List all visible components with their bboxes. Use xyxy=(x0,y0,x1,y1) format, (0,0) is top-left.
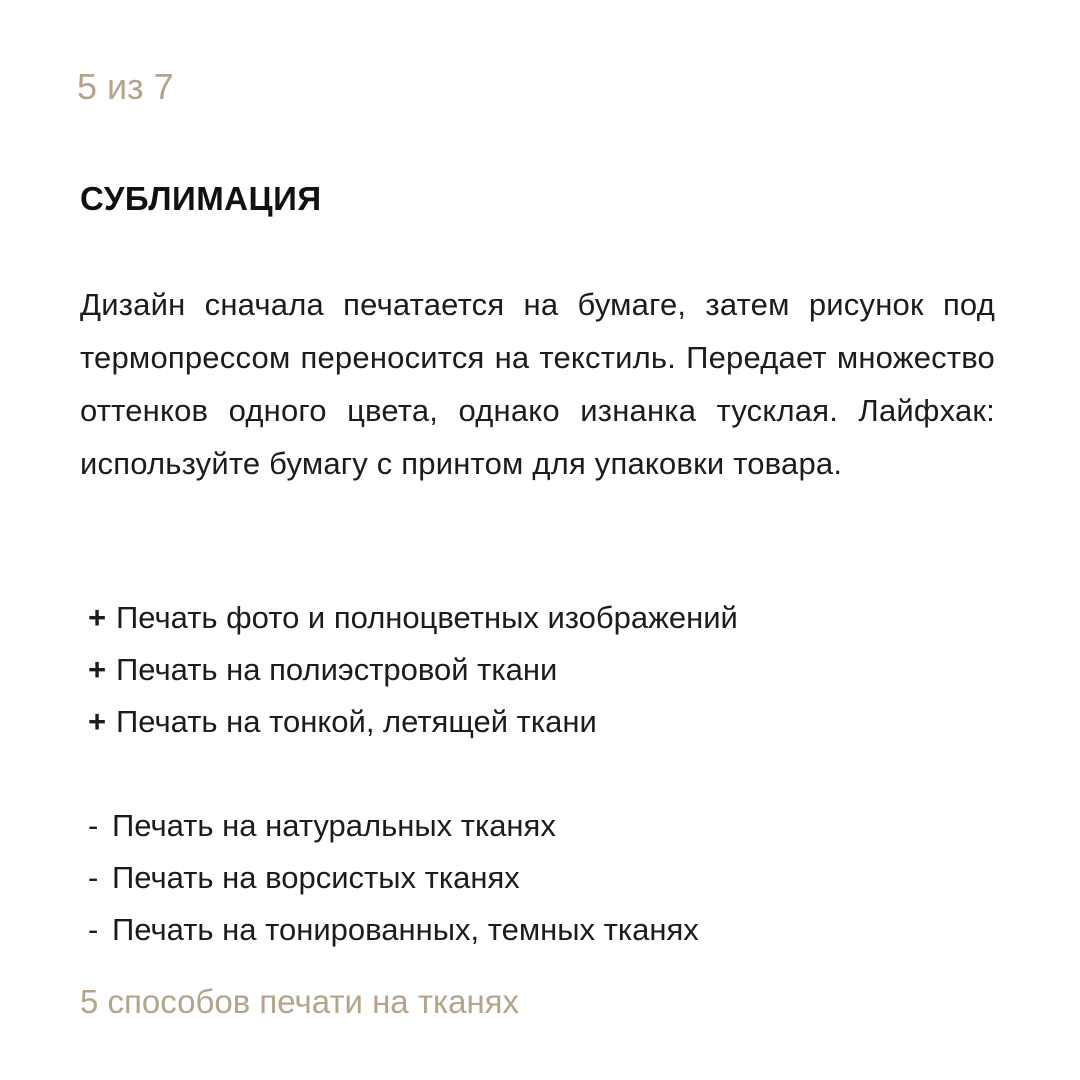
pros-item xyxy=(88,644,738,696)
pros-item-text: Печать на полиэстровой ткани xyxy=(116,652,558,687)
cons-item-text: Печать на тонированных, темных тканях xyxy=(112,912,699,947)
pros-item-text: Печать на тонкой, летящей ткани xyxy=(116,704,597,739)
minus-marker: - xyxy=(88,860,99,895)
cons-item xyxy=(88,904,699,956)
slide-description: Дизайн сначала печатается на бумаге, затем рисунок под термопрессом переносится на текстиль. Передает множество оттенков одного цвета, однако изнанка тусклая. Лайфхак: используйте бумагу с принтом для упаковки товара. xyxy=(80,287,995,481)
minus-marker: - xyxy=(88,912,99,947)
page-counter: 5 из 7 xyxy=(77,66,174,107)
plus-marker: + xyxy=(88,600,107,635)
pros-item xyxy=(88,592,738,644)
cons-item-text: Печать на натуральных тканях xyxy=(112,808,556,843)
slide-title: СУБЛИМАЦИЯ xyxy=(80,180,322,217)
cons-item-text: Печать на ворсистых тканях xyxy=(112,860,520,895)
plus-marker: + xyxy=(88,704,107,739)
minus-marker: - xyxy=(88,808,99,843)
pros-item xyxy=(88,696,738,748)
pros-list xyxy=(88,592,738,748)
series-footer: 5 способов печати на тканях xyxy=(80,983,520,1020)
cons-item xyxy=(88,800,699,852)
pros-item-text: Печать фото и полноцветных изображений xyxy=(116,600,738,635)
cons-item xyxy=(88,852,699,904)
plus-marker: + xyxy=(88,652,107,687)
cons-list xyxy=(88,800,699,956)
